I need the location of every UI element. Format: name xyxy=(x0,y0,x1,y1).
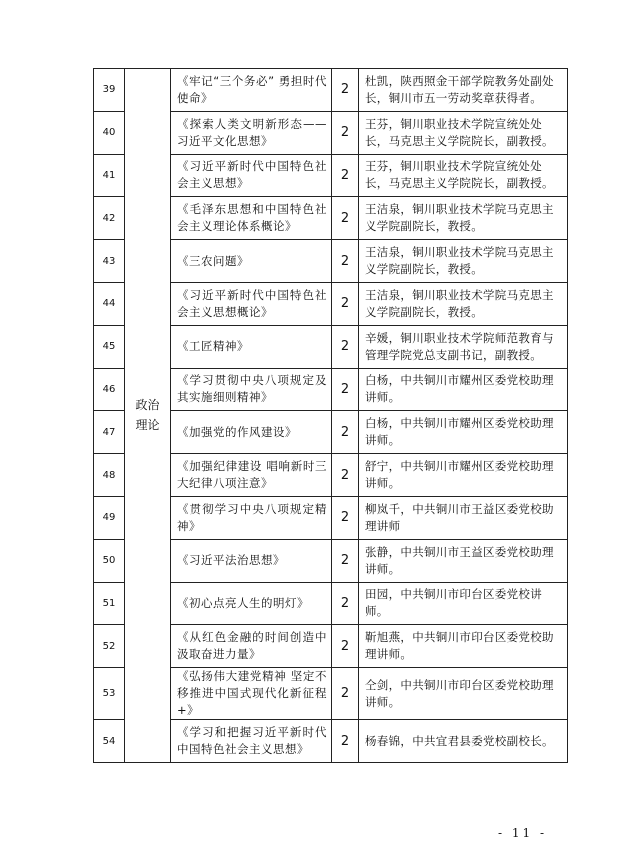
speaker-info: 王芬，铜川职业技术学院宣统处处长，马克思主义学院院长，副教授。 xyxy=(359,154,568,197)
course-title: 《三农问题》 xyxy=(171,240,332,283)
course-title: 《从红色金融的时间创造中汲取奋进力量》 xyxy=(171,625,332,668)
row-number: 46 xyxy=(94,368,125,411)
table-body xyxy=(94,69,568,763)
course-hours: 2 xyxy=(332,368,359,411)
course-title: 《学习和把握习近平新时代中国特色社会主义思想》 xyxy=(171,720,332,763)
table-row xyxy=(94,69,568,112)
speaker-info: 白杨，中共铜川市耀州区委党校助理讲师。 xyxy=(359,368,568,411)
course-title: 《工匠精神》 xyxy=(171,325,332,368)
course-title: 《学习贯彻中央八项规定及其实施细则精神》 xyxy=(171,368,332,411)
row-number: 43 xyxy=(94,240,125,283)
course-hours: 2 xyxy=(332,625,359,668)
speaker-info: 舒宁，中共铜川市耀州区委党校助理讲师。 xyxy=(359,454,568,497)
speaker-info: 杨春锦，中共宜君县委党校副校长。 xyxy=(359,720,568,763)
course-title: 《加强纪律建设 唱响新时三大纪律八项注意》 xyxy=(171,454,332,497)
course-hours: 2 xyxy=(332,111,359,154)
course-title: 《习近平新时代中国特色社会主义思想概论》 xyxy=(171,282,332,325)
course-hours: 2 xyxy=(332,720,359,763)
row-number: 47 xyxy=(94,411,125,454)
row-number: 44 xyxy=(94,282,125,325)
course-hours: 2 xyxy=(332,539,359,582)
speaker-info: 杜凯，陕西照金干部学院教务处副处长，铜川市五一劳动奖章获得者。 xyxy=(359,69,568,112)
course-hours: 2 xyxy=(332,69,359,112)
course-table xyxy=(93,68,568,763)
course-title: 《探索人类文明新形态——习近平文化思想》 xyxy=(171,111,332,154)
row-number: 40 xyxy=(94,111,125,154)
category-cell xyxy=(125,69,171,763)
speaker-info: 田园，中共铜川市印台区委党校讲师。 xyxy=(359,582,568,625)
course-title: 《习近平法治思想》 xyxy=(171,539,332,582)
row-number: 49 xyxy=(94,496,125,539)
course-title: 《牢记“三个务必” 勇担时代使命》 xyxy=(171,69,332,112)
row-number: 39 xyxy=(94,69,125,112)
course-hours: 2 xyxy=(332,411,359,454)
course-title: 《弘扬伟大建党精神 坚定不移推进中国式现代化新征程+》 xyxy=(171,668,332,720)
course-hours: 2 xyxy=(332,282,359,325)
speaker-info: 王洁泉，铜川职业技术学院马克思主义学院副院长，教授。 xyxy=(359,197,568,240)
course-title: 《毛泽东思想和中国特色社会主义理论体系概论》 xyxy=(171,197,332,240)
course-hours: 2 xyxy=(332,240,359,283)
row-number: 54 xyxy=(94,720,125,763)
category-label: 政治理论 xyxy=(135,398,160,433)
page-number: - 11 - xyxy=(498,826,548,840)
row-number: 51 xyxy=(94,582,125,625)
row-number: 41 xyxy=(94,154,125,197)
course-hours: 2 xyxy=(332,325,359,368)
course-hours: 2 xyxy=(332,668,359,720)
speaker-info: 白杨，中共铜川市耀州区委党校助理讲师。 xyxy=(359,411,568,454)
speaker-info: 王洁泉，铜川职业技术学院马克思主义学院副院长，教授。 xyxy=(359,282,568,325)
speaker-info: 靳旭燕，中共铜川市印台区委党校助理讲师。 xyxy=(359,625,568,668)
row-number: 50 xyxy=(94,539,125,582)
speaker-info: 辛媛，铜川职业技术学院师范教育与管理学院党总支副书记，副教授。 xyxy=(359,325,568,368)
row-number: 45 xyxy=(94,325,125,368)
row-number: 52 xyxy=(94,625,125,668)
speaker-info: 柳岚千，中共铜川市王益区委党校助理讲师 xyxy=(359,496,568,539)
speaker-info: 张静，中共铜川市王益区委党校助理讲师。 xyxy=(359,539,568,582)
course-title: 《习近平新时代中国特色社会主义思想》 xyxy=(171,154,332,197)
course-hours: 2 xyxy=(332,197,359,240)
course-hours: 2 xyxy=(332,496,359,539)
row-number: 48 xyxy=(94,454,125,497)
course-hours: 2 xyxy=(332,582,359,625)
course-hours: 2 xyxy=(332,454,359,497)
speaker-info: 王芬，铜川职业技术学院宣统处处长，马克思主义学院院长，副教授。 xyxy=(359,111,568,154)
speaker-info: 王洁泉，铜川职业技术学院马克思主义学院副院长，教授。 xyxy=(359,240,568,283)
row-number: 53 xyxy=(94,668,125,720)
speaker-info: 仝剑，中共铜川市印台区委党校助理讲师。 xyxy=(359,668,568,720)
course-hours: 2 xyxy=(332,154,359,197)
course-title: 《贯彻学习中央八项规定精神》 xyxy=(171,496,332,539)
course-title: 《初心点亮人生的明灯》 xyxy=(171,582,332,625)
course-title: 《加强党的作风建设》 xyxy=(171,411,332,454)
row-number: 42 xyxy=(94,197,125,240)
